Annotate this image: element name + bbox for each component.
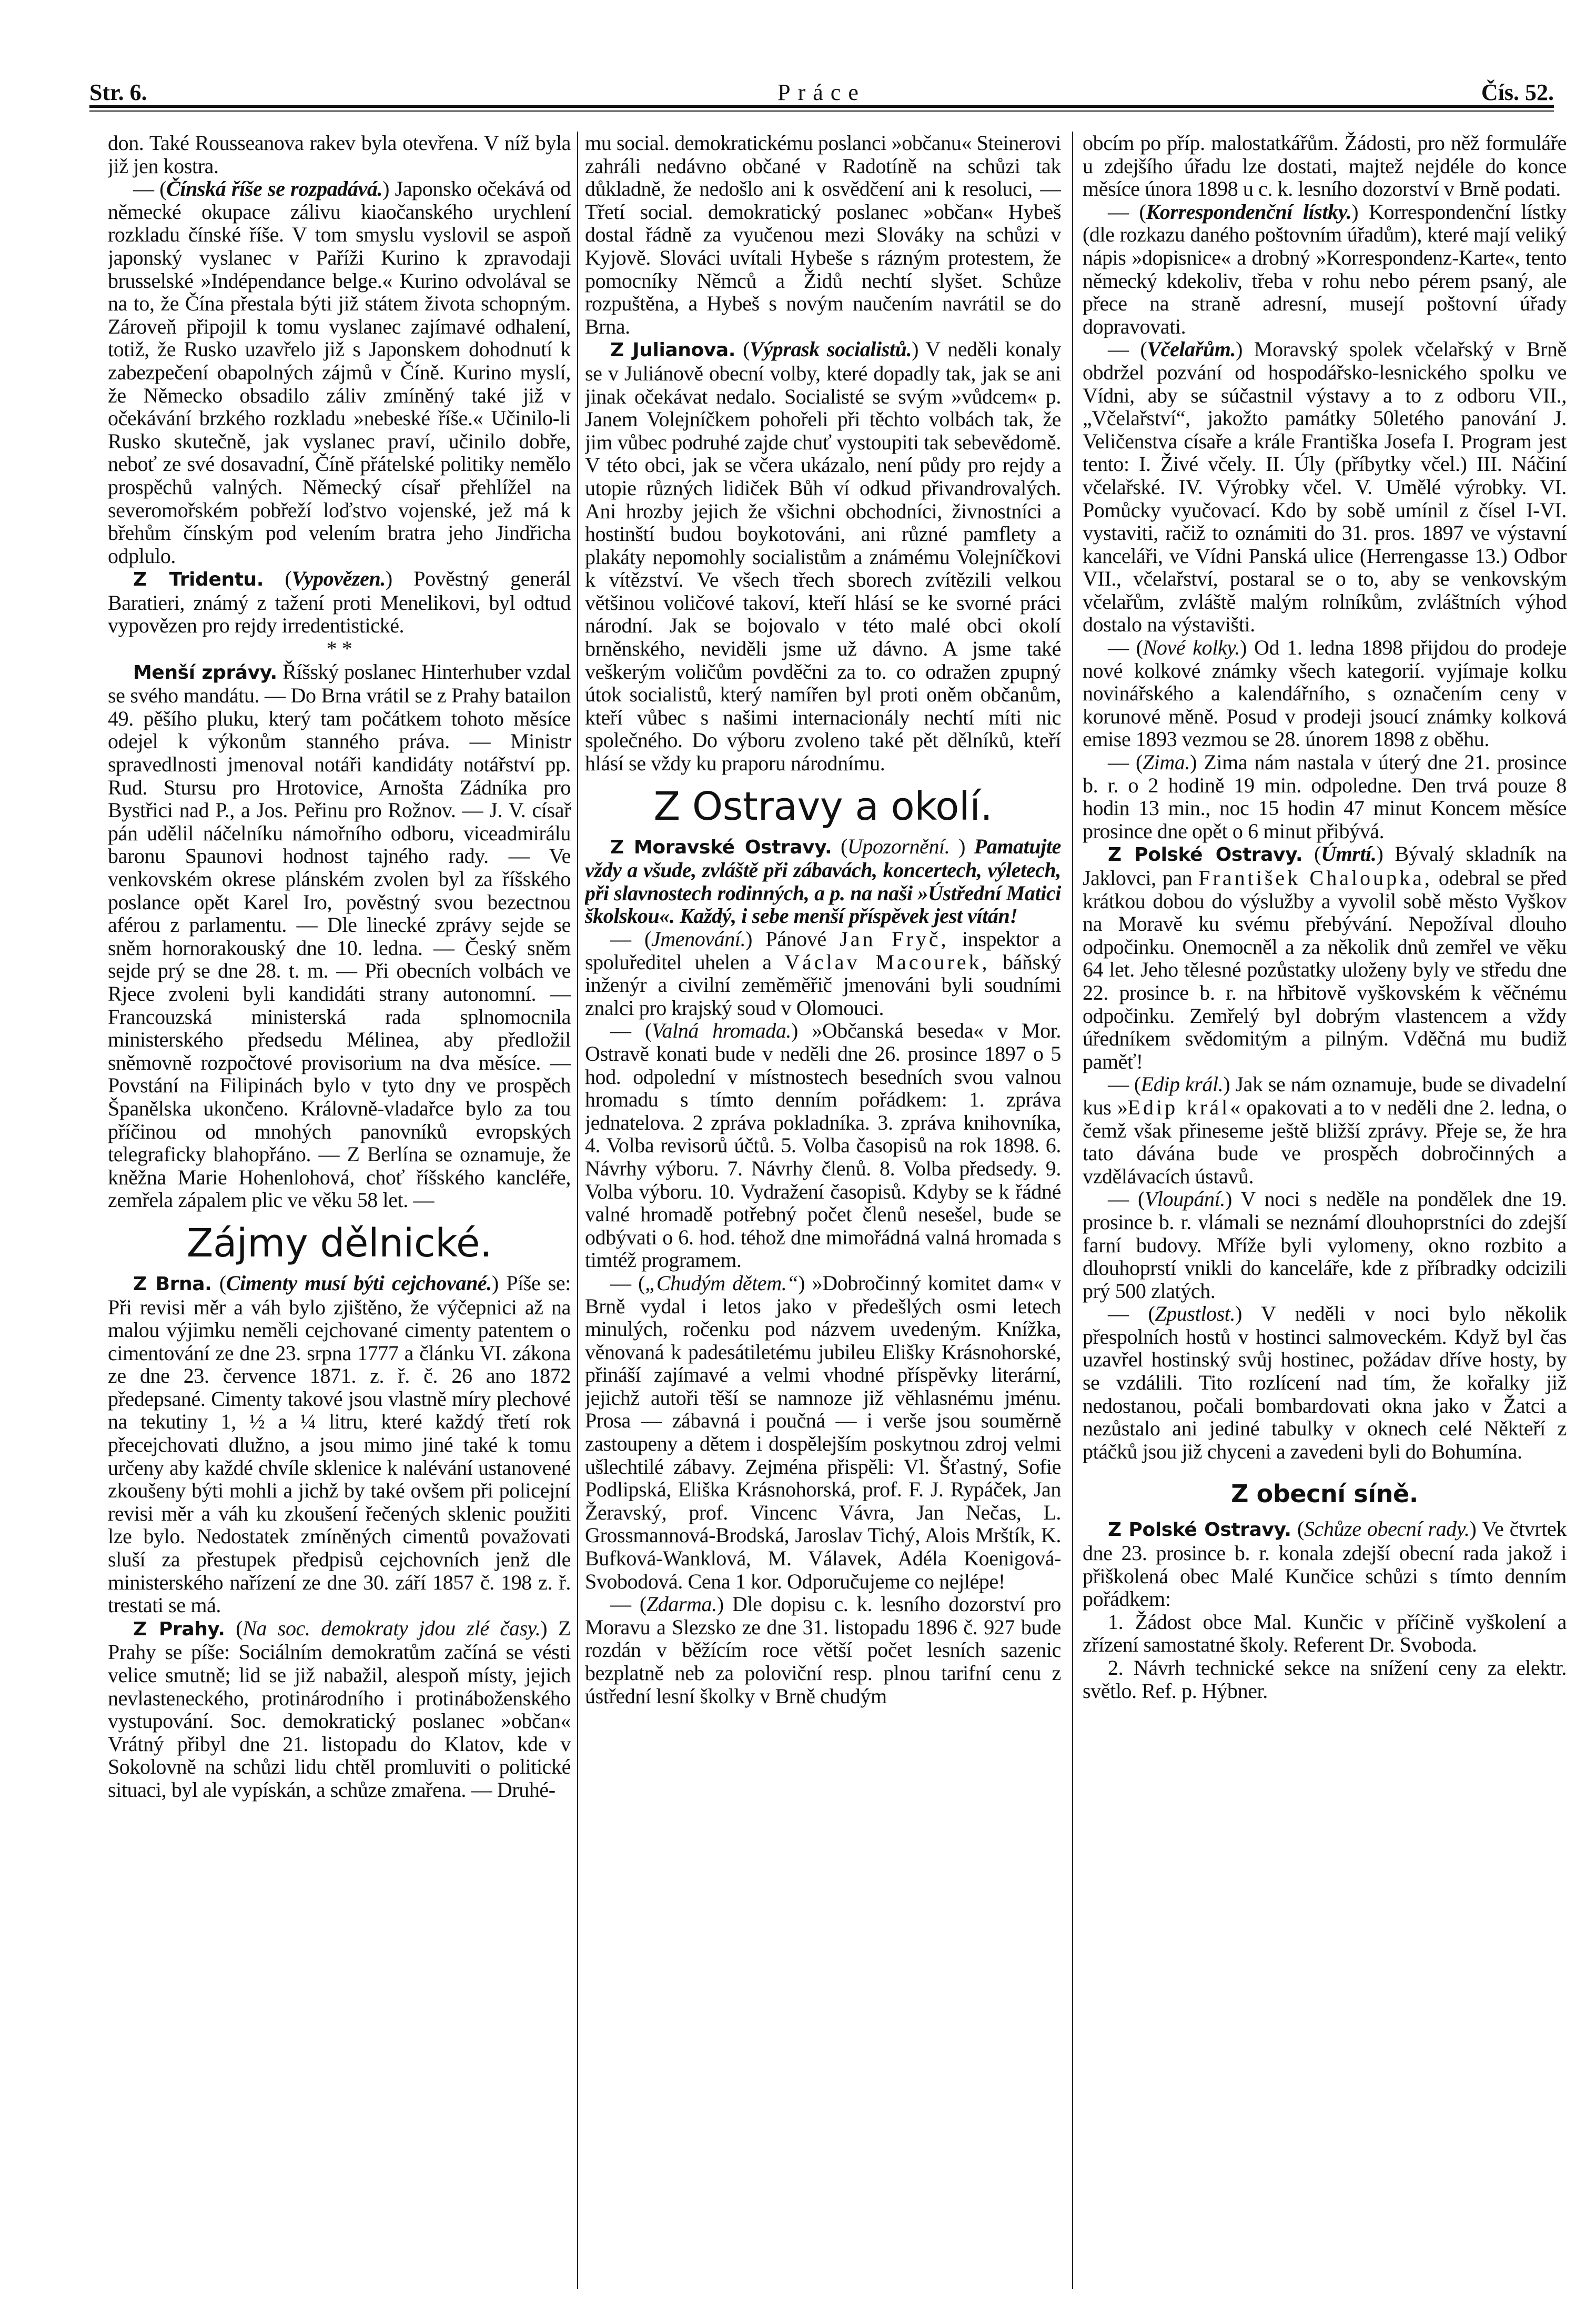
article-text: ) V neděli v noci bylo několik přespolních hostů v hostinci salmoveckém. Když byl čas uzavřel hostinský svůj hostinec, požádav dříve hosty, by se vzdálili. Tito rozlícení nad tím, že kořalky již nedostanou, počali bombardovati okna jako v Žatci a nezůstalo ani jediné tabulky v oknech celé Někteří z ptáčků jsou již chyceni a zavedeni byli do Bohumína. [1083,1302,1567,1463]
article-emphasis: Vypovězen. [291,567,386,591]
article-paragraph [1083,1517,1567,1610]
article-lead: Z Prahy. [133,1618,225,1640]
article-paragraph [108,567,571,637]
article-text: ( [1291,1517,1304,1541]
article-lead: Menší zprávy. [133,661,277,683]
article-paragraph [1083,636,1567,751]
article-text: — ( [610,1271,645,1295]
article-emphasis: Nové kolky. [1143,636,1240,660]
article-paragraph [1083,1656,1567,1702]
article-emphasis: Korrespondenční lístky. [1146,199,1352,224]
article-emphasis: Pamatujte vždy a všude, zvláště při zábavách, koncertech, výletech, při slavnostech rodinných, a p. na naši »Ústřední Matici školskou«. Každý, i sebe menší příspěvek jest vítán! [585,834,1061,928]
header-rule [89,105,1554,108]
article-text: — ( [1108,1302,1155,1326]
article-paragraph [108,1617,571,1802]
article-paragraph [1083,1611,1567,1656]
article-text: ( [832,834,847,858]
article-emphasis: Cimenty musí býti cejchované. [226,1271,492,1295]
article-text: ) Zima nám nastala v úterý dne 21. prosince b. r. o 2 hodině 19 min. odpoledne. Den trvá pouze 8 hodin 13 min., noc 15 hodin 47 minut Koncem měsíce prosince dne opět o 6 minut přibývá. [1083,750,1567,843]
article-emphasis: Výprask socialistů. [750,337,912,361]
article-emphasis: Edip král. [1140,1072,1224,1097]
article-text: — ( [1108,1072,1141,1097]
article-paragraph [108,660,571,1212]
article-emphasis: Vloupání. [1144,1187,1225,1211]
article-text: — ( [610,1019,652,1043]
article-emphasis: Na soc. demokraty jdou zlé časy. [243,1616,541,1640]
section-heading: Z Ostravy a okolí. [653,783,993,829]
article-lead: Z Brna. [133,1273,212,1295]
article-text: ) Pověstný generál Baratieri, známý z tažení proti Menelikovi, byl odtud vypovězen pro rejdy irredentistické. [108,567,571,638]
article-text: ) Japonsko očekává od německé okupace zálivu kiaočanského urychlení rozkladu čínské říše. V tom smyslu vyslovil se aspoň japonský vyslanec v Paříži Kurino k zpravodaji brusselské »Indépendance belge.« Kurino odvolával se na to, že Čína přestala býti již státem života schopným. Zároveň připojil k tomu vyslanec zajímavé odhalení, totiž, že Rusko uzavřelo již s Japonskem dohodnutí k zabezpečení obapolných zájmů v Číně. Kurino myslí, že Německo obsadilo záliv zmíněný také již v očekávání brzkého rozkladu »nebeské říše.« Učinilo-li Rusko skutečně, jak vyslanec praví, učinilo dobře, neboť ze své dosavadní, Číně přátelské politiky nemělo prospěchů valných. Německý císař přehlížel na severomořském pobřeží loďstvo vojenské, jež má k břehům čínským pod velením bratra jeho Jindřicha odplulo. [108,177,571,568]
article-text: ) »Dobročinný komitet dam« v Brně vydal i letos jako v předešlých osmi letech minulých, ročenku pod názvem uvedeným. Knížka, věnovaná k padesátiletému jubileu Elišky Krásnohorské, přináší zajímavé a velmi vhodné příspěvky literární, jejichž autoři těší se namnoze již věhlasnému jménu. Prosa — zábavná i poučná — i verše jsou souměrně zastoupeny a dětem i dospělejším poskytnou zdroj velmi ušlechtilé zábavy. Zejména přispěli: Vl. Šťastný, Sofie Podlipská, Eliška Krásnohorská, prof. F. J. Rypáček, Jan Žeravský, prof. Vincenc Vávra, Jan Nečas, L. Grossmannová-Brodská, Jaroslav Tichý, Alois Mrštík, K. Bufková-Wanklová, M. Válavek, Adéla Koenigová-Svobodová. Cena 1 kor. Odporučujeme co nejlépe! [585,1271,1061,1593]
article-text: ) V neděli konaly se v Juliánově obecní volby, které dopadly tak, jak se ani jinak očekávat nedalo. Socialisté se svým »vůdcem« p. Janem Volejníčkem pohořeli při těchto volbách tak, že jim vůbec podruhé zajde chuť vystoupiti tak sebevědomě. V této obci, jak se včera ukázalo, není půdy pro rejdy a utopie různých lidiček Bůh ví odkud přivandrovalých. Ani hrozby jejich že všichni obchodníci, živnostníci a hostinští budou boykotováni, ani různé pamflety a plakáty nepomohly socialistům a známému Volejníčkovi k vítězství. Ve všech třech sborech zvítězili velkou většinou voličové takoví, kteří hlásí se ke svorné práci národní. Jak se bojovalo v této malé obci okolí brněnského, neviděli jsme už dávno. A jsme také veškerým voličům povděčni za to. co odražen zpupný útok socialistů, který namířen byl proti oněm občanům, kteří vůbec s našimi internacionály nechtí míti nic společného. Do výboru zvoleno také pět dělníků, kteří hlásí se vždy ku praporu národnímu. [585,337,1061,776]
article-text: — ( [1108,750,1143,775]
article-text: — ( [610,1592,647,1616]
article-paragraph [1083,132,1567,200]
article-paragraph [1083,200,1567,338]
article-paragraph [1083,1073,1567,1188]
article-text: ) V noci s neděle na pondělek dne 19. prosince b. r. vlámali se neznámí dlouhoprstníci do zdejší farní budovy. Mříže byli vylomeny, okno rozbito a dlouhoprstí vnikli do kanceláře, kde z příbradky odcizili prý 500 zlatých. [1083,1187,1567,1303]
article-emphasis: „Chudým dětem.“ [645,1271,799,1295]
article-text: inspektor a spoluředitel uhelen a [585,927,1061,974]
article-text: ) Korrespondenční lístky (dle rozkazu daného poštovním úřadům), které mají veliký nápis »dopisnice« a drobný »Korrespondenz-Karte«, tento německý kdekoliv, třeba v rohu nebo pérem psaný, ale přece na straně adresní, musejí poštovní úřady dopravovati. [1083,199,1567,338]
header-rule-thin [89,110,1554,112]
column-2 [585,132,1061,2294]
article-lead: Z Tridentu. [133,569,264,591]
article-emphasis: Jan Fryč, [840,927,949,951]
article-paragraph [585,338,1061,775]
newspaper-title: Práce [777,79,866,105]
article-emphasis: František Chaloupka, [1198,866,1432,890]
article-lead: Z Julianova. [610,339,736,361]
article-emphasis: Valná hromada. [651,1019,792,1043]
article-text: ( [735,337,750,361]
article-emphasis: Edip král [1127,1095,1230,1119]
article-emphasis: Václav Macourek, [784,950,990,974]
article-emphasis: Upozornění. [847,834,950,858]
article-text: ) Dle dopisu c. k. lesního dozorství pro Moravu a Slezsko ze dne 31. listopadu 1896 č. 927 bude rozdán v běžícím roce větší počet lesních sazenic bezplatně neb za poloviční resp. plnou tarifní cenu z ústřední lesní školky v Brně chudým [585,1592,1061,1708]
article-text: 1. Žádost obce Mal. Kunčic v příčině vyškolení a zřízení samostatné školy. Referent Dr. Svoboda. [1083,1610,1567,1657]
article-text: — ( [1108,1187,1145,1211]
article-text: ) Pánové [745,927,840,951]
column-divider [1072,132,1073,2289]
article-text: ) Ve čtvrtek dne 23. prosince b. r. konala zdejší obecní rada jakož i přiškolená obec Malé Kunčice schůzi s tímto denním pořádkem: [1083,1517,1567,1611]
article-paragraph [1083,842,1567,1073]
article-text: obcím po příp. malostatkářům. Žádosti, pro něž formuláře u zdejšího úřadu lze dostati, majtež nejdéle do konce měsíce února 1898 u c. k. lesního dozorství v Brně podati. [1083,132,1567,201]
article-text: ) Jak se nám oznamuje, bude se divadelní kus » [1083,1072,1567,1119]
article-text: ) Píše se: Při revisi měr a váh bylo zjištěno, že výčepnici až na malou výjimku neměli cejchované cimenty patentem o cimentování ze dne 23. srpna 1777 a článku VI. zákona ze dne 23. července 1871. z. ř. č. 26 ano 1872 předepsané. Cimenty takové jsou vlastně míry plechové na tekutiny 1, ½ a ¼ litru, které každý třetí rok přecejchovati dlužno, a jsou mimo jiné také k tomu určeny aby každé chvíle sklenice k nalévání ustanovené zkoušeny býti mohli a jichž by také ovšem při policejní revisi měr a váh ku zkoušení řečených sklenic použiti lze bylo. Nedostatek zmíněných cimentů považovati sluší za přestupek předpisů cejchovních jenž dle ministerského nařízení ze dne 30. září 1857 č. 198 z. ř. trestati se má. [108,1271,571,1617]
article-text: báňský inženýr a civilní zeměměřič jmenováni byli soudními znalci pro krajský soud v Olomouci. [585,950,1061,1020]
article-paragraph [585,928,1061,1019]
article-text: ) Moravský spolek včelařský v Brně obdržel pozvání od hospodářsko-lesnického spolku ve Vídni, aby se súčastnil výstavy a to z odboru VII., „Včelařství“, jakožto památky 50letého panování J. Veličenstva císaře a krále Františka Josefa I. Program jest tento: I. Živé včely. II. Úly (příbytky včel.) III. Náčiní včelařské. IV. Výrobky včel. V. Umělé výrobky. VI. Pomůcky vyučovací. Kdo by sobě umínil z čísel I-VI. vystaviti, račiž to oznámiti do 31. pros. 1897 ve výstavní kanceláři, ve Vídni Panská ulice (Herrengasse 13.) Odbor VII., včelařství, postaral se o to, aby se venkovským včelařům, zvláště malým rolníkům, zvláštních výhod dostalo na výstavišti. [1083,337,1567,637]
article-text: ) »Občanská beseda« v Mor. Ostravě konati bude v neděli dne 26. prosince 1897 o 5 hod. odpolední v místnostech besedních svou valnou hromadu s tímto denním pořádkem: 1. zpráva jednatelova. 2 zpráva pokladníka. 3. zpráva knihovníka, 4. Volba revisorů účtů. 5. Volba časopisů na rok 1898. 6. Návrhy výboru. 7. Návrhy členů. 8. Volba předsedy. 9. Volba výboru. 10. Vydražení časopisů. Kdyby se k řádné valné hromadě potřebný počet členů nesešel, bude se odbývati o 6. hod. téhož dne mimořádná valná hromada s timtéž programem. [585,1019,1061,1272]
article-lead: Z Polské Ostravy. [1108,1519,1291,1541]
section-heading: Z obecní síně. [1231,1480,1418,1509]
article-paragraph [1083,751,1567,842]
article-text: — ( [133,177,167,201]
article-paragraph [108,177,571,567]
article-paragraph [585,1272,1061,1593]
article-text: — ( [1108,337,1147,361]
article-emphasis: Schůze obecní rady. [1304,1517,1470,1541]
issue-number: Čís. 52. [1481,79,1554,105]
article-paragraph [1083,338,1567,636]
article-paragraph [585,835,1061,928]
article-paragraph [585,132,1061,338]
article-text: ( [1302,842,1321,866]
article-emphasis: Zdarma. [646,1592,717,1616]
column-1 [108,132,571,2294]
article-emphasis: Zima. [1142,750,1190,775]
article-text: mu social. demokratickému poslanci »občanu« Steinerovi zahráli nedávno občané v Radotíně na schůzi tak důkladně, že nedošlo ani k osvědčení ani k resoluci, — Třetí social. demokratický poslanec »občan« Hybeš dostal řádně za vyučenou mezi Slováky na schůzi v Kyjově. Slováci uvítali Hybeše s rázným protestem, že pomocníky Němců a Židů nechtí slyšet. Schůze rozpuštěna, a Hybeš s novým naučením navrátil se do Brna. [585,132,1061,338]
article-emphasis: Včelařům. [1147,337,1236,361]
section-separator: * * [326,637,352,661]
article-text: ) [949,834,974,858]
article-text: ( [264,567,292,591]
article-emphasis: Úmrtí. [1321,842,1377,866]
article-paragraph [108,132,571,177]
article-emphasis: Čínská říše se rozpadává. [166,177,383,201]
article-text: ) Od 1. ledna 1898 přijdou do prodeje nové kolkové známky všech kategorií. vyjímaje kolku novinářského a kalendářního, s označením ceny v korunové měně. Posud v prodeji jsoucí známky kolková emise 1893 vezmou se 28. únorem 1898 z oběhu. [1083,636,1567,751]
article-lead: Z Moravské Ostravy. [610,836,832,858]
article-text: — ( [1108,199,1146,224]
article-paragraph [1083,1302,1567,1463]
article-paragraph [1083,1188,1567,1302]
article-text: 2. Návrh technické sekce na snížení ceny za elektr. světlo. Ref. p. Hýbner. [1083,1656,1567,1703]
article-text: odebral se před krátkou dobou do výslužby a vyvolil sobě město Vyškov na Moravě ku svému přebývání. Nepožíval dlouho odpočinku. Onemocněl a za několik dnů zemřel ve věku 64 let. Jeho tělesné pozůstatky uloženy byly ve středu dne 22. prosince b. r. na hřbitově vyškovském k věčnému odpočinku. Zemřelý byl dobrým vlastencem a vždy úředníkem svědomitým a pilným. Vděčná mu budiž paměť! [1083,866,1567,1073]
article-text: ) Bývalý skladník na Jaklovci, pan [1083,842,1567,890]
article-emphasis: Jmenování. [651,927,746,951]
article-text: ) Z Prahy se píše: Sociálním demokratům začíná se vésti velice smutně; lid se již nabažil, alespoň místy, jejich nevlasteneckého, protinárodního i protináboženského vystupování. Soc. demokratický poslanec »občan« Vrátný přibyl dne 21. listopadu do Klatov, kde v Sokolovně na schůzi lidu chtěl promluviti o politické situaci, byl ale vypískán, a schůze zmařena. — Druhé- [108,1616,571,1802]
article-text: ( [211,1271,226,1295]
article-text: « opakovati a to v neděli dne 2. ledna, o čemž však přineseme ještě bližší zprávy. Přeje se, že hra tato dávána bude ve prospěch dobročinných a vzdělávacích ústavů. [1083,1095,1567,1188]
article-text: — ( [610,927,651,951]
article-text: — ( [1108,636,1143,660]
article-lead: Z Polské Ostravy. [1108,844,1303,866]
article-emphasis: Zpustlost. [1155,1302,1236,1326]
page-number: Str. 6. [89,79,147,105]
article-text: ( [225,1616,243,1640]
article-paragraph [585,1019,1061,1272]
article-paragraph [108,1272,571,1617]
article-text: don. Také Rousseanova rakev byla otevřena. V níž byla již jen kostra. [108,132,571,178]
column-3 [1083,132,1567,2294]
article-text: Říšský poslanec Hinterhuber vzdal se svého mandátu. — Do Brna vrátil se z Prahy batailon 49. pěšího pluku, který tam počátkem tohoto měsíce odejel k výkonům stanného práva. — Ministr spravedlnosti jmenoval notáři kandidáty notářství pp. Rud. Stursu pro Hrotovice, Arnošta Zádníka pro Bystřici nad P., a Jos. Peřinu pro Rožnov. — J. V. císař pán udělil náčelníku námořního odboru, viceadmirálu baronu Spaunovi hodnost tajného rady. — Ve venkovském okrese plánském zvolen byl za říšského poslance opět Karel Iro, pověstný svou bezectnou aférou z parlamentu. — Dle linecké zprávy sejde se sněm hornorakouský dne 10. ledna. — Český sněm sejde prý se dne 28. t. m. — Při obecních volbách ve Rjece zvoleni byli kandidáti strany autonomní. — Francouzská ministerská rada splnomocnila ministerského předsedu Mélinea, aby předložil sněmovně rozpočtové provisorium na dva měsíce. — Povstání na Filipinách bylo v tyto dny ve prospěch Španělska ukončeno. Královně-vladařce bylo za tou příčinou od mnohých panovníků evropských telegraficky blahopřáno. — Z Berlína se oznamuje, že kněžna Marie Hohenlohová, choť říšského kancléře, zemřela zápalem plic ve věku 58 let. — [108,659,571,1212]
section-heading: Zájmy dělnické. [186,1220,492,1266]
column-divider [577,132,578,2289]
article-paragraph [585,1593,1061,1707]
